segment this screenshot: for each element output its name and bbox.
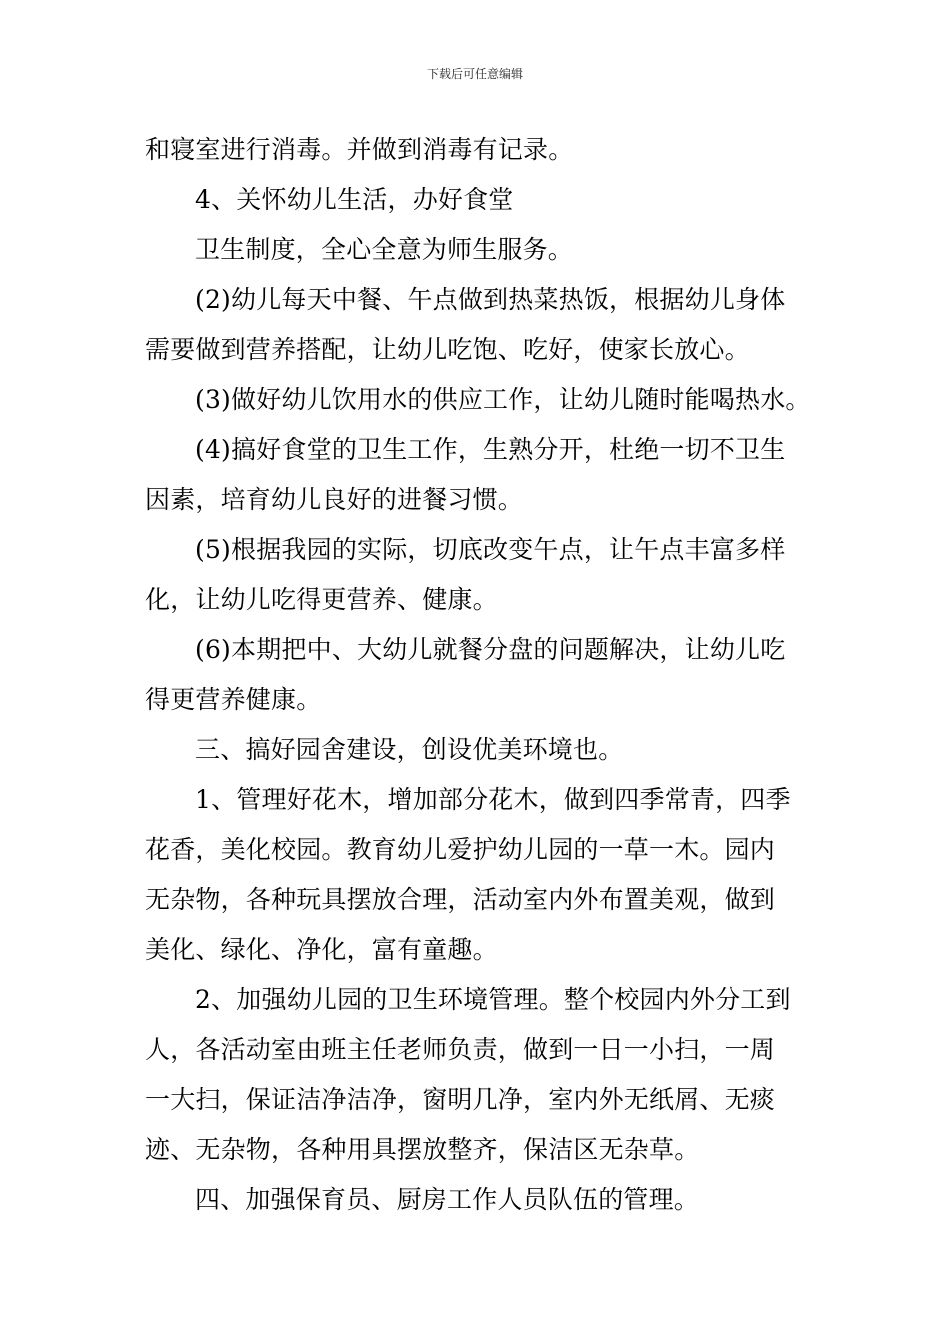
text-line: 和寝室进行消毒。并做到消毒有记录。 (145, 135, 574, 164)
section-heading: 四、加强保育员、厨房工作人员队伍的管理。 (195, 1185, 700, 1214)
text-line: (4)搞好食堂的卫生工作，生熟分开，杜绝一切不卫生 (195, 435, 786, 464)
text-line: 美化、绿化、净化，富有童趣。 (145, 935, 498, 964)
text-line: 1、管理好花木，增加部分花木，做到四季常青，四季 (195, 785, 791, 814)
text-line: (5)根据我园的实际，切底改变午点，让午点丰富多样 (195, 535, 786, 564)
text-line: 无杂物，各种玩具摆放合理，活动室内外布置美观，做到 (145, 885, 776, 914)
text-line: 人，各活动室由班主任老师负责，做到一日一小扫，一周 (145, 1035, 776, 1064)
text-line: 2、加强幼儿园的卫生环境管理。整个校园内外分工到 (195, 985, 791, 1014)
text-line: 卫生制度，全心全意为师生服务。 (195, 235, 574, 264)
text-line: 化，让幼儿吃得更营养、健康。 (145, 585, 498, 614)
text-line: 得更营养健康。 (145, 685, 322, 714)
section-heading: 三、搞好园舍建设，创设优美环境也。 (195, 735, 624, 764)
text-line: (2)幼儿每天中餐、午点做到热菜热饭，根据幼儿身体 (195, 285, 786, 314)
text-line: 需要做到营养搭配，让幼儿吃饱、吃好，使家长放心。 (145, 335, 750, 364)
text-line: 因素，培育幼儿良好的进餐习惯。 (145, 485, 524, 514)
text-line: (3)做好幼儿饮用水的供应工作，让幼儿随时能喝热水。 (195, 385, 811, 414)
text-line: (6)本期把中、大幼儿就餐分盘的问题解决，让幼儿吃 (195, 635, 786, 664)
text-line: 花香，美化校园。教育幼儿爱护幼儿园的一草一木。园内 (145, 835, 776, 864)
text-line: 一大扫，保证洁净洁净，窗明几净，室内外无纸屑、无痰 (145, 1085, 776, 1114)
page-header: 下载后可任意编辑 (426, 67, 523, 81)
document-body (145, 125, 810, 1225)
text-line: 4、关怀幼儿生活，办好食堂 (195, 185, 514, 214)
text-line: 迹、无杂物，各种用具摆放整齐，保洁区无杂草。 (145, 1135, 700, 1164)
